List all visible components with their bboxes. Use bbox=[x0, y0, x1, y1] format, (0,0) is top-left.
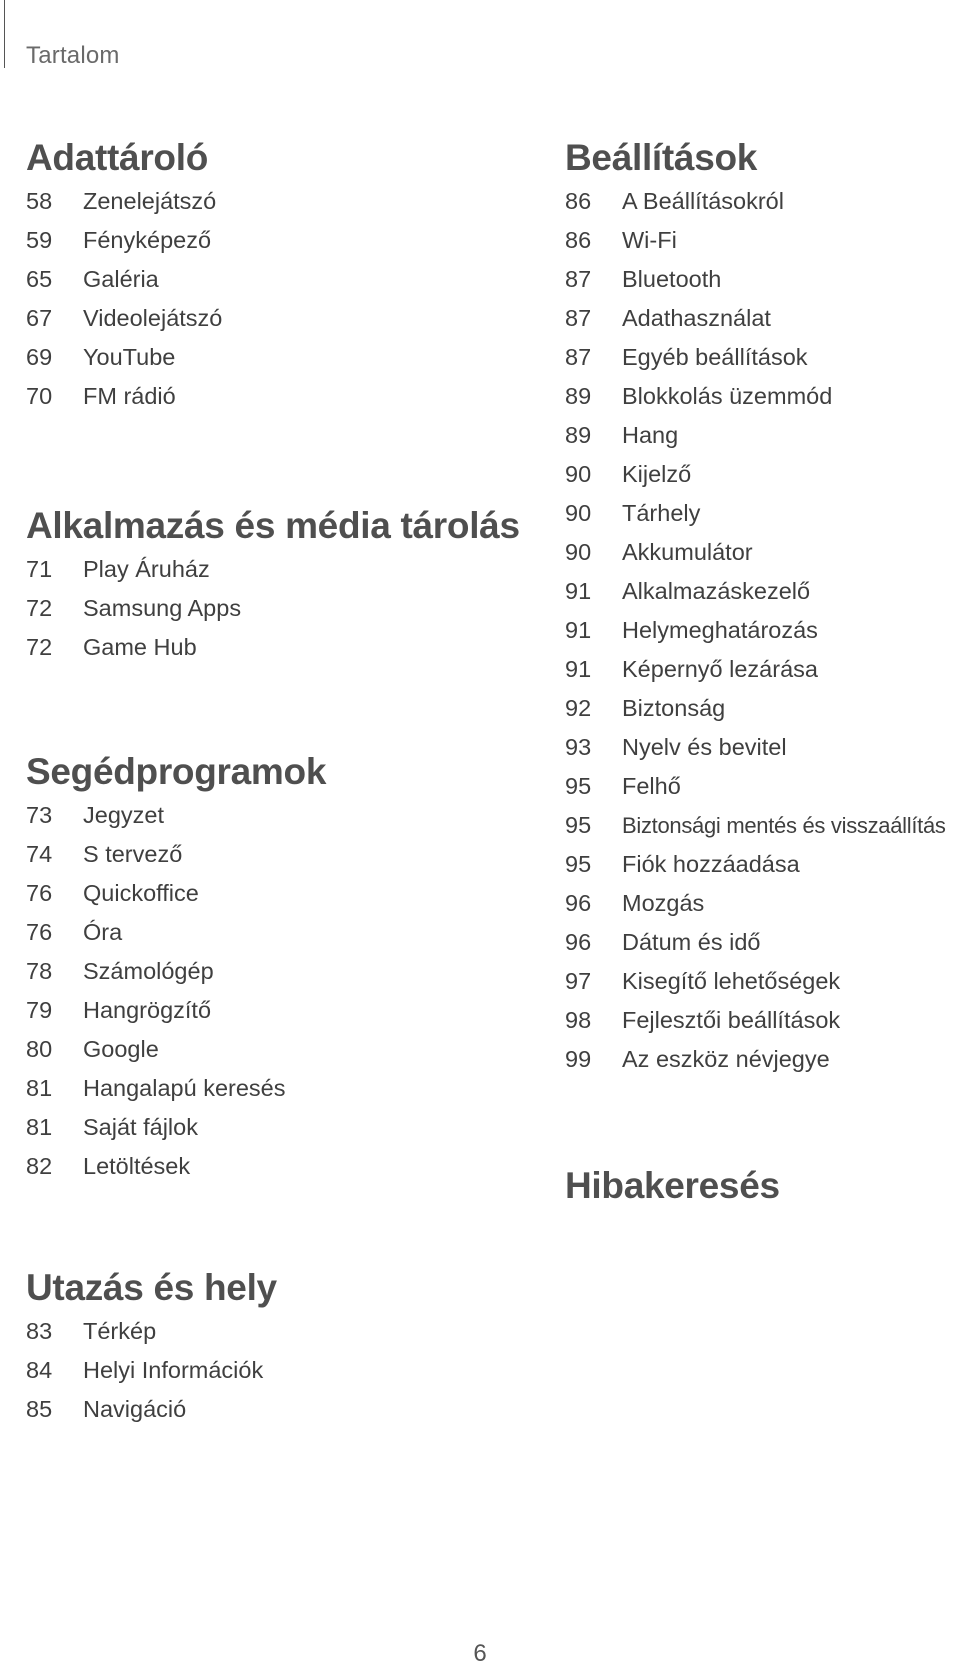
toc-entry[interactable] bbox=[565, 845, 946, 884]
entry-title: Wi-Fi bbox=[622, 227, 677, 253]
entry-title: Képernyő lezárása bbox=[622, 656, 818, 682]
toc-entry[interactable] bbox=[26, 952, 326, 991]
entry-page-number: 89 bbox=[565, 383, 592, 409]
entry-title: Hangalapú keresés bbox=[83, 1075, 286, 1101]
entry-title: Zenelejátszó bbox=[83, 188, 217, 214]
entry-title: Dátum és idő bbox=[622, 929, 761, 955]
toc-entry[interactable] bbox=[26, 991, 326, 1030]
toc-entry[interactable] bbox=[26, 221, 222, 260]
toc-entry[interactable] bbox=[565, 689, 946, 728]
section-utazas bbox=[26, 1264, 277, 1429]
entry-page-number: 76 bbox=[26, 880, 53, 906]
toc-entry[interactable] bbox=[26, 835, 326, 874]
entry-title: Mozgás bbox=[622, 890, 705, 916]
entry-page-number: 87 bbox=[565, 266, 592, 292]
entry-title: Navigáció bbox=[83, 1396, 187, 1422]
toc-entry[interactable] bbox=[26, 874, 326, 913]
entry-page-number: 95 bbox=[565, 773, 592, 799]
entry-title: Egyéb beállítások bbox=[622, 344, 808, 370]
entry-title: Hangrögzítő bbox=[83, 997, 212, 1023]
entry-page-number: 69 bbox=[26, 344, 53, 370]
entry-page-number: 59 bbox=[26, 227, 53, 253]
entry-page-number: 74 bbox=[26, 841, 53, 867]
entry-title: Galéria bbox=[83, 266, 159, 292]
toc-entry[interactable] bbox=[26, 1351, 277, 1390]
section-heading[interactable]: Hibakeresés bbox=[565, 1165, 780, 1206]
entry-title: Számológép bbox=[83, 958, 214, 984]
toc-entry[interactable] bbox=[26, 913, 326, 952]
entry-page-number: 81 bbox=[26, 1075, 53, 1101]
section-heading: Adattároló bbox=[26, 137, 209, 178]
entry-page-number: 84 bbox=[26, 1357, 53, 1383]
entry-title: Videolejátszó bbox=[83, 305, 223, 331]
entry-page-number: 83 bbox=[26, 1318, 53, 1344]
toc-entry[interactable] bbox=[565, 533, 946, 572]
entry-page-number: 85 bbox=[26, 1396, 53, 1422]
toc-entry[interactable] bbox=[26, 299, 222, 338]
toc-entry[interactable] bbox=[565, 767, 946, 806]
entry-title: Akkumulátor bbox=[622, 539, 753, 565]
entry-page-number: 95 bbox=[565, 851, 592, 877]
entry-title: Quickoffice bbox=[83, 880, 199, 906]
entry-title: Hang bbox=[622, 422, 679, 448]
entry-page-number: 80 bbox=[26, 1036, 53, 1062]
toc-entry[interactable] bbox=[565, 1001, 946, 1040]
entry-title: Samsung Apps bbox=[83, 595, 242, 621]
section-beallitasok bbox=[565, 134, 946, 1079]
entry-title: Play Áruház bbox=[83, 556, 210, 582]
entry-title: S tervező bbox=[83, 841, 183, 867]
toc-entry[interactable] bbox=[565, 338, 946, 377]
entry-page-number: 79 bbox=[26, 997, 53, 1023]
toc-entry[interactable] bbox=[565, 611, 946, 650]
section-alkalmazas bbox=[26, 502, 520, 667]
entry-page-number: 81 bbox=[26, 1114, 53, 1140]
toc-entry[interactable] bbox=[26, 1069, 326, 1108]
entry-page-number: 91 bbox=[565, 656, 592, 682]
entry-title: Biztonság bbox=[622, 695, 726, 721]
toc-entry[interactable] bbox=[565, 728, 946, 767]
entry-page-number: 96 bbox=[565, 929, 592, 955]
entry-page-number: 86 bbox=[565, 227, 592, 253]
entry-title: Blokkolás üzemmód bbox=[622, 383, 833, 409]
entry-title: Kisegítő lehetőségek bbox=[622, 968, 841, 994]
entry-page-number: 90 bbox=[565, 461, 592, 487]
corner-rule bbox=[4, 0, 5, 68]
section-heading: Utazás és hely bbox=[26, 1267, 277, 1308]
toc-list bbox=[565, 182, 946, 1079]
toc-entry[interactable] bbox=[565, 806, 946, 845]
toc-entry[interactable] bbox=[565, 1040, 946, 1079]
entry-page-number: 89 bbox=[565, 422, 592, 448]
entry-page-number: 76 bbox=[26, 919, 53, 945]
toc-entry[interactable] bbox=[565, 962, 946, 1001]
toc-entry[interactable] bbox=[565, 572, 946, 611]
toc-list bbox=[26, 1312, 277, 1429]
entry-title: Az eszköz névjegye bbox=[622, 1046, 830, 1072]
entry-page-number: 98 bbox=[565, 1007, 592, 1033]
toc-entry[interactable] bbox=[565, 416, 946, 455]
toc-entry[interactable] bbox=[565, 650, 946, 689]
entry-title: Nyelv és bevitel bbox=[622, 734, 787, 760]
toc-list bbox=[26, 550, 520, 667]
entry-title: Tárhely bbox=[622, 500, 701, 526]
toc-entry[interactable] bbox=[26, 550, 520, 589]
section-heading: Beállítások bbox=[565, 137, 758, 178]
entry-page-number: 93 bbox=[565, 734, 592, 760]
section-segedprogramok bbox=[26, 748, 326, 1186]
toc-entry[interactable] bbox=[26, 1312, 277, 1351]
toc-entry[interactable] bbox=[565, 377, 946, 416]
entry-page-number: 87 bbox=[565, 344, 592, 370]
entry-page-number: 92 bbox=[565, 695, 592, 721]
section-adattarolo bbox=[26, 134, 222, 416]
entry-page-number: 95 bbox=[565, 812, 592, 838]
entry-page-number: 91 bbox=[565, 578, 592, 604]
toc-entry[interactable] bbox=[26, 377, 222, 416]
entry-title: Adathasználat bbox=[622, 305, 771, 331]
entry-title: Biztonsági mentés és visszaállítás bbox=[622, 813, 946, 838]
entry-title: FM rádió bbox=[83, 383, 176, 409]
toc-entry[interactable] bbox=[565, 182, 946, 221]
toc-entry[interactable] bbox=[26, 589, 520, 628]
entry-page-number: 72 bbox=[26, 634, 53, 660]
entry-title: Felhő bbox=[622, 773, 681, 799]
entry-page-number: 97 bbox=[565, 968, 592, 994]
toc-entry[interactable] bbox=[565, 221, 946, 260]
entry-title: A Beállításokról bbox=[622, 188, 784, 214]
toc-list bbox=[26, 182, 222, 416]
entry-title: Google bbox=[83, 1036, 159, 1062]
toc-entry[interactable] bbox=[26, 260, 222, 299]
entry-page-number: 91 bbox=[565, 617, 592, 643]
entry-title: Térkép bbox=[83, 1318, 157, 1344]
toc-entry[interactable] bbox=[565, 884, 946, 923]
entry-page-number: 65 bbox=[26, 266, 53, 292]
entry-page-number: 86 bbox=[565, 188, 592, 214]
entry-page-number: 90 bbox=[565, 539, 592, 565]
toc-entry[interactable] bbox=[26, 796, 326, 835]
toc-list bbox=[26, 796, 326, 1186]
toc-entry[interactable] bbox=[26, 628, 520, 667]
entry-title: Alkalmazáskezelő bbox=[622, 578, 811, 604]
entry-page-number: 96 bbox=[565, 890, 592, 916]
entry-title: YouTube bbox=[83, 344, 176, 370]
toc-entry[interactable] bbox=[26, 338, 222, 377]
entry-page-number: 82 bbox=[26, 1153, 53, 1179]
entry-title: Fiók hozzáadása bbox=[622, 851, 800, 877]
entry-page-number: 73 bbox=[26, 802, 53, 828]
entry-title: Helymeghatározás bbox=[622, 617, 818, 643]
toc-entry[interactable] bbox=[565, 923, 946, 962]
entry-title: Game Hub bbox=[83, 634, 197, 660]
entry-page-number: 71 bbox=[26, 556, 53, 582]
toc-entry[interactable] bbox=[26, 1030, 326, 1069]
entry-title: Letöltések bbox=[83, 1153, 191, 1179]
entry-title: Kijelző bbox=[622, 461, 692, 487]
entry-page-number: 70 bbox=[26, 383, 53, 409]
toc-entry[interactable] bbox=[26, 1108, 326, 1147]
section-heading: Segédprogramok bbox=[26, 751, 327, 792]
entry-page-number: 67 bbox=[26, 305, 53, 331]
entry-page-number: 78 bbox=[26, 958, 53, 984]
entry-title: Óra bbox=[83, 919, 123, 945]
section-heading: Alkalmazás és média tárolás bbox=[26, 505, 520, 546]
entry-title: Fényképező bbox=[83, 227, 212, 253]
section-hibakereses bbox=[565, 1162, 780, 1210]
entry-page-number: 90 bbox=[565, 500, 592, 526]
page-number: 6 bbox=[473, 1640, 487, 1667]
entry-page-number: 99 bbox=[565, 1046, 592, 1072]
entry-title: Jegyzet bbox=[83, 802, 164, 828]
toc-entry[interactable] bbox=[565, 260, 946, 299]
header-title: Tartalom bbox=[26, 42, 120, 69]
toc-entry[interactable] bbox=[565, 494, 946, 533]
entry-title: Fejlesztői beállítások bbox=[622, 1007, 841, 1033]
toc-entry[interactable] bbox=[565, 455, 946, 494]
entry-title: Saját fájlok bbox=[83, 1114, 198, 1140]
toc-entry[interactable] bbox=[26, 1390, 277, 1429]
entry-title: Helyi Információk bbox=[83, 1357, 264, 1383]
entry-title: Bluetooth bbox=[622, 266, 722, 292]
entry-page-number: 72 bbox=[26, 595, 53, 621]
entry-page-number: 58 bbox=[26, 188, 53, 214]
toc-entry[interactable] bbox=[26, 1147, 326, 1186]
toc-entry[interactable] bbox=[565, 299, 946, 338]
toc-entry[interactable] bbox=[26, 182, 222, 221]
entry-page-number: 87 bbox=[565, 305, 592, 331]
